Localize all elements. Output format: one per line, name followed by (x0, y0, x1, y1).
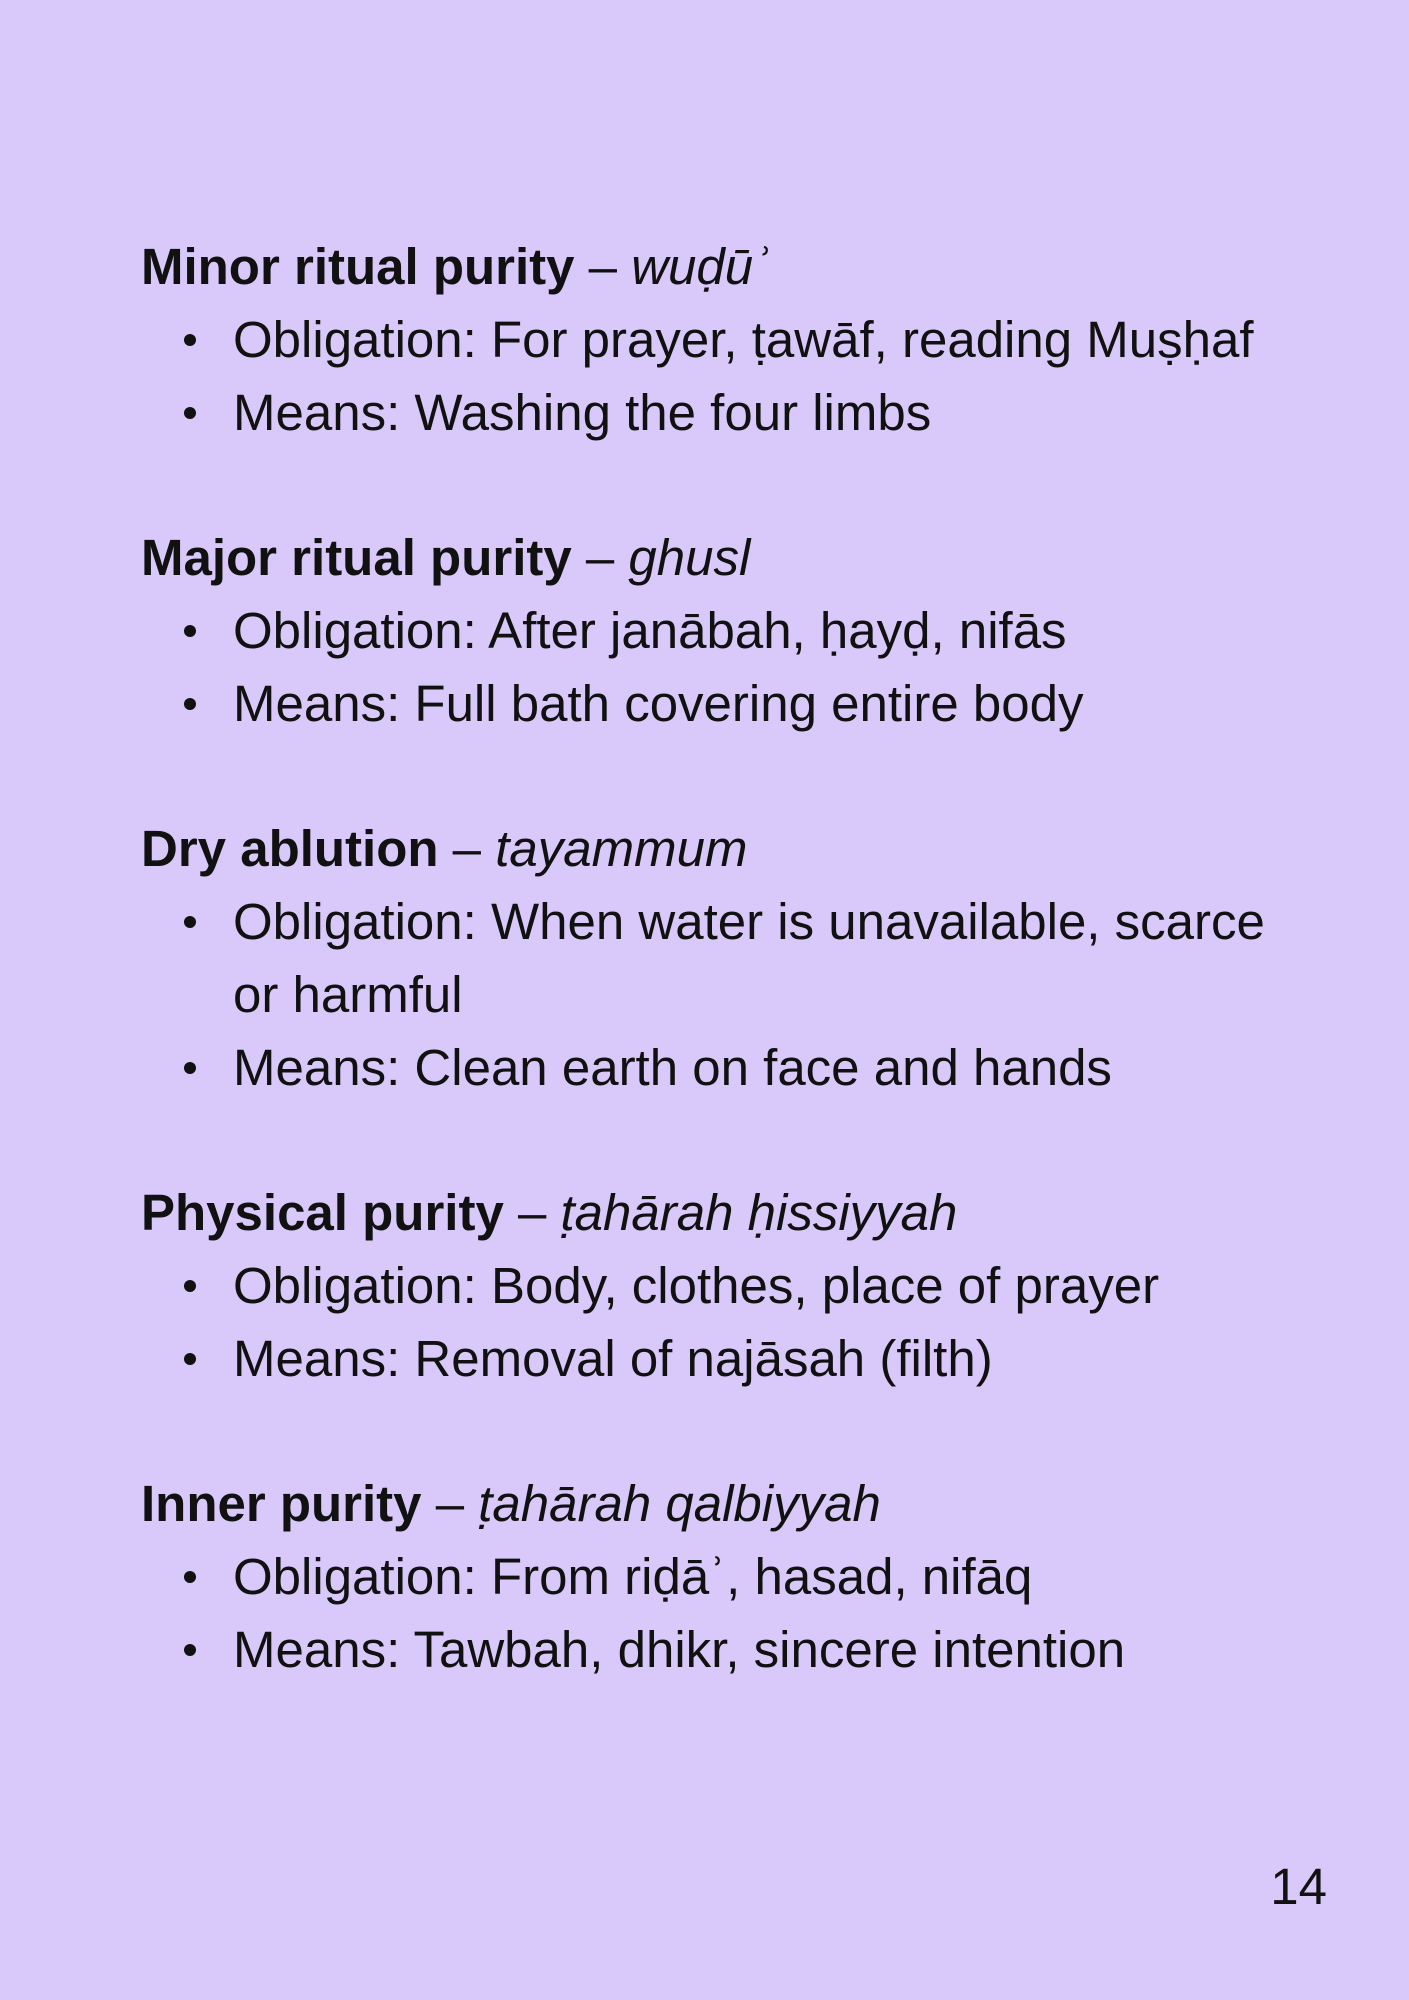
section-dry-ablution (141, 812, 1281, 1104)
section-heading (141, 812, 1281, 885)
list-item-means: Means: Washing the four limbs (141, 376, 1281, 449)
list-item-means: Means: Full bath covering entire body (141, 667, 1281, 740)
bullet-list (141, 594, 1281, 740)
section-heading (141, 1176, 1281, 1249)
page-number: 14 (1270, 1858, 1327, 1915)
list-item-obligation: Obligation: From riḍāʾ, hasad, nifāq (141, 1540, 1281, 1613)
bullet-list (141, 1249, 1281, 1395)
section-physical-purity (141, 1176, 1281, 1395)
section-transliteration: ṭahārah qalbiyyah (478, 1475, 881, 1532)
list-item-means: Means: Tawbah, dhikr, sincere intention (141, 1613, 1281, 1686)
list-item-obligation: Obligation: Body, clothes, place of prayer (141, 1249, 1281, 1322)
heading-dash: – (574, 238, 632, 295)
section-heading (141, 1467, 1281, 1540)
heading-dash: – (571, 529, 629, 586)
section-major-ritual-purity (141, 521, 1281, 740)
section-term: Inner purity (141, 1475, 422, 1532)
bullet-list (141, 303, 1281, 449)
heading-dash: – (421, 1475, 479, 1532)
list-item-means: Means: Clean earth on face and hands (141, 1031, 1281, 1104)
section-transliteration: tayammum (495, 820, 748, 877)
heading-dash: – (503, 1184, 561, 1241)
section-heading (141, 521, 1281, 594)
section-inner-purity (141, 1467, 1281, 1686)
section-term: Minor ritual purity (141, 238, 575, 295)
heading-dash: – (438, 820, 496, 877)
bullet-list (141, 1540, 1281, 1686)
list-item-obligation: Obligation: When water is unavailable, scarce or harmful (141, 885, 1281, 1031)
section-transliteration: ghusl (628, 529, 751, 586)
list-item-obligation: Obligation: After janābah, ḥayḍ, nifās (141, 594, 1281, 667)
section-term: Major ritual purity (141, 529, 572, 586)
section-transliteration: ṭahārah ḥissiyyah (560, 1184, 958, 1241)
section-transliteration: wuḍūʾ (631, 238, 771, 295)
section-minor-ritual-purity (141, 230, 1281, 449)
list-item-means: Means: Removal of najāsah (filth) (141, 1322, 1281, 1395)
document-body (141, 230, 1281, 1758)
bullet-list (141, 885, 1281, 1104)
section-term: Physical purity (141, 1184, 504, 1241)
list-item-obligation: Obligation: For prayer, ṭawāf, reading Muṣḥaf (141, 303, 1281, 376)
section-heading (141, 230, 1281, 303)
section-term: Dry ablution (141, 820, 439, 877)
